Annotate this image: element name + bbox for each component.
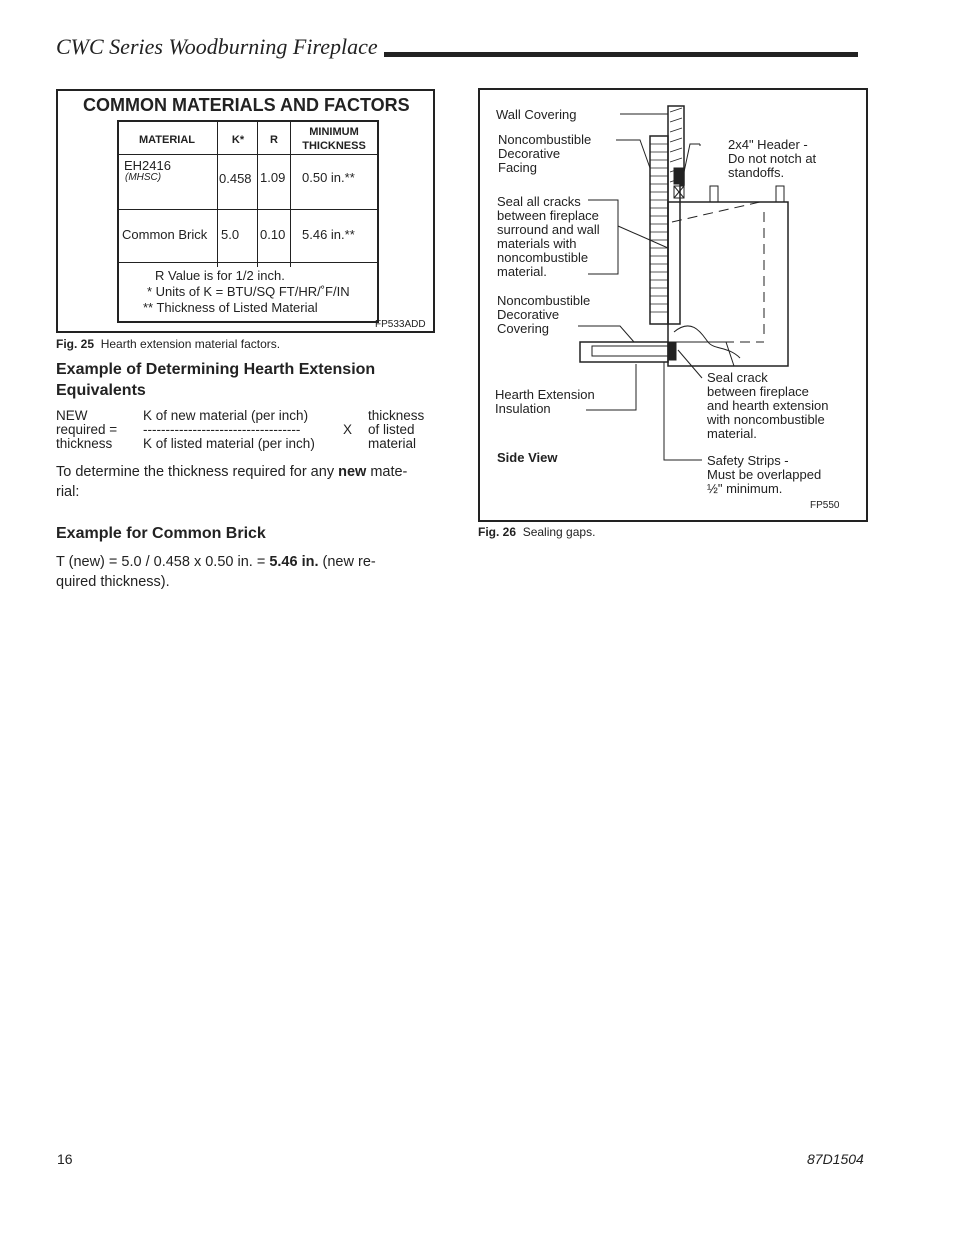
col-header-k: K*	[231, 134, 245, 146]
materials-table	[117, 120, 379, 323]
label-line: Noncombustible	[497, 293, 591, 308]
label-seal-cracks	[497, 195, 600, 279]
label-insulation	[495, 388, 595, 416]
label-line: Do not notch at	[728, 151, 817, 166]
table-divider	[119, 209, 377, 210]
label-nc-covering	[497, 294, 590, 336]
fireplace-body	[668, 202, 788, 366]
text-run-bold: new	[338, 464, 367, 480]
fig25-code: FP533ADD	[375, 319, 426, 330]
seal-crack-mark	[668, 342, 676, 360]
fig26-caption-text: Sealing gaps.	[522, 525, 596, 539]
document-number: 87D1504	[807, 1151, 864, 1167]
example1-heading-line1: Example of Determining Hearth Extension	[56, 361, 376, 378]
equation-left	[56, 409, 117, 451]
row2-k: 5.0	[221, 227, 240, 242]
standoff	[776, 186, 784, 202]
label-line: Decorative	[497, 307, 560, 322]
row2-r: 0.10	[260, 227, 286, 242]
row1-r: 1.09	[260, 170, 286, 185]
fig26-caption-label: Fig. 26	[478, 525, 517, 539]
eq-multiply: X	[343, 422, 353, 437]
page-number: 16	[57, 1151, 73, 1167]
example1-heading-line2: Equivalents	[56, 382, 146, 399]
table-divider	[217, 122, 218, 267]
text-run-bold: 5.46 in.	[269, 554, 319, 570]
header-block	[674, 168, 684, 184]
fig25-caption-text: Hearth extension material factors.	[100, 337, 281, 351]
label-line: material.	[497, 264, 547, 279]
text-run: mate-	[366, 464, 408, 480]
equation-right	[368, 409, 424, 451]
label-line: Covering	[497, 321, 550, 336]
eq-left-line: required =	[56, 422, 118, 437]
table-note-thickness: ** Thickness of Listed Material	[143, 300, 318, 315]
label-seal-crack	[707, 371, 828, 441]
row1-material-note: (MHSC)	[125, 172, 162, 183]
eq-denominator: K of listed material (per inch)	[143, 436, 315, 451]
label-line: Decorative	[498, 146, 561, 161]
table-note-r: R Value is for 1/2 inch.	[155, 268, 285, 283]
text-run: rial:	[56, 484, 80, 500]
col-header-r: R	[270, 134, 278, 146]
text-run: (new re-	[318, 554, 376, 570]
label-line: material.	[707, 426, 757, 441]
col-header-thickness: THICKNESS	[302, 140, 366, 152]
label-line: 2x4" Header -	[728, 137, 808, 152]
example1-heading	[56, 359, 375, 401]
label-line: Seal crack	[707, 370, 768, 385]
label-line: noncombustible	[497, 250, 589, 265]
fig26-caption	[478, 525, 595, 539]
example2-paragraph	[56, 552, 441, 592]
row2-material: Common Brick	[122, 227, 208, 242]
eq-right-line: of listed	[368, 422, 415, 437]
header-rule	[384, 52, 858, 57]
text-run: quired thickness).	[56, 574, 170, 590]
wall-covering-shape	[668, 106, 684, 324]
eq-left-line: NEW	[56, 408, 88, 423]
text-run: To determine the thickness required for any	[56, 464, 339, 480]
example1-paragraph	[56, 462, 441, 502]
label-line: ½" minimum.	[707, 481, 783, 496]
facing-hatch	[650, 144, 668, 312]
label-side-view: Side View	[497, 450, 558, 465]
label-line: and hearth extension	[707, 398, 829, 413]
text-run: T (new) = 5.0 / 0.458 x 0.50 in. =	[56, 554, 270, 570]
fig25-caption-label: Fig. 25	[56, 337, 95, 351]
label-line: Seal all cracks	[497, 194, 581, 209]
row2-thickness: 5.46 in.**	[302, 227, 355, 242]
label-wall-covering: Wall Covering	[496, 107, 577, 122]
col-header-material: MATERIAL	[138, 134, 195, 146]
table-divider	[119, 154, 377, 155]
label-line: Insulation	[495, 401, 551, 416]
page-header-title: CWC Series Woodburning Fireplace	[56, 34, 378, 59]
fig26-code: FP550	[810, 500, 840, 511]
label-line: Must be overlapped	[707, 467, 822, 482]
table-divider	[119, 262, 377, 263]
row1-thickness: 0.50 in.**	[302, 170, 355, 185]
label-line: with noncombustible	[707, 412, 825, 427]
row1-material: EH2416	[124, 158, 171, 173]
eq-numerator: K of new material (per inch)	[143, 408, 309, 423]
eq-right-line: thickness	[368, 408, 425, 423]
label-line: materials with	[497, 236, 577, 251]
example2-heading: Example for Common Brick	[56, 525, 266, 542]
fig25-caption	[56, 337, 280, 351]
table-note-k: * Units of K = BTU/SQ FT/HR/˚F/IN	[147, 284, 350, 299]
eq-fraction-line: -----------------------------------	[143, 422, 301, 437]
eq-right-line: material	[368, 436, 417, 451]
label-nc-facing	[498, 133, 591, 175]
label-line: standoffs.	[728, 165, 785, 180]
label-line: surround and wall	[497, 222, 600, 237]
label-line: Safety Strips -	[707, 453, 789, 468]
label-safety-strips	[707, 454, 821, 496]
label-line: between fireplace	[497, 208, 599, 223]
equation-fraction	[143, 409, 315, 451]
materials-table-title: COMMON MATERIALS AND FACTORS	[83, 95, 410, 115]
hearth-insulation	[592, 346, 668, 356]
eq-left-line: thickness	[56, 436, 113, 451]
label-line: Noncombustible	[498, 132, 592, 147]
col-header-minimum: MINIMUM	[309, 126, 359, 138]
hearth-extension	[580, 342, 668, 362]
label-line: Hearth Extension	[495, 387, 595, 402]
row1-k: 0.458	[219, 171, 252, 186]
label-line: Facing	[498, 160, 538, 175]
standoff	[710, 186, 718, 202]
label-line: between fireplace	[707, 384, 809, 399]
label-header	[728, 138, 816, 180]
